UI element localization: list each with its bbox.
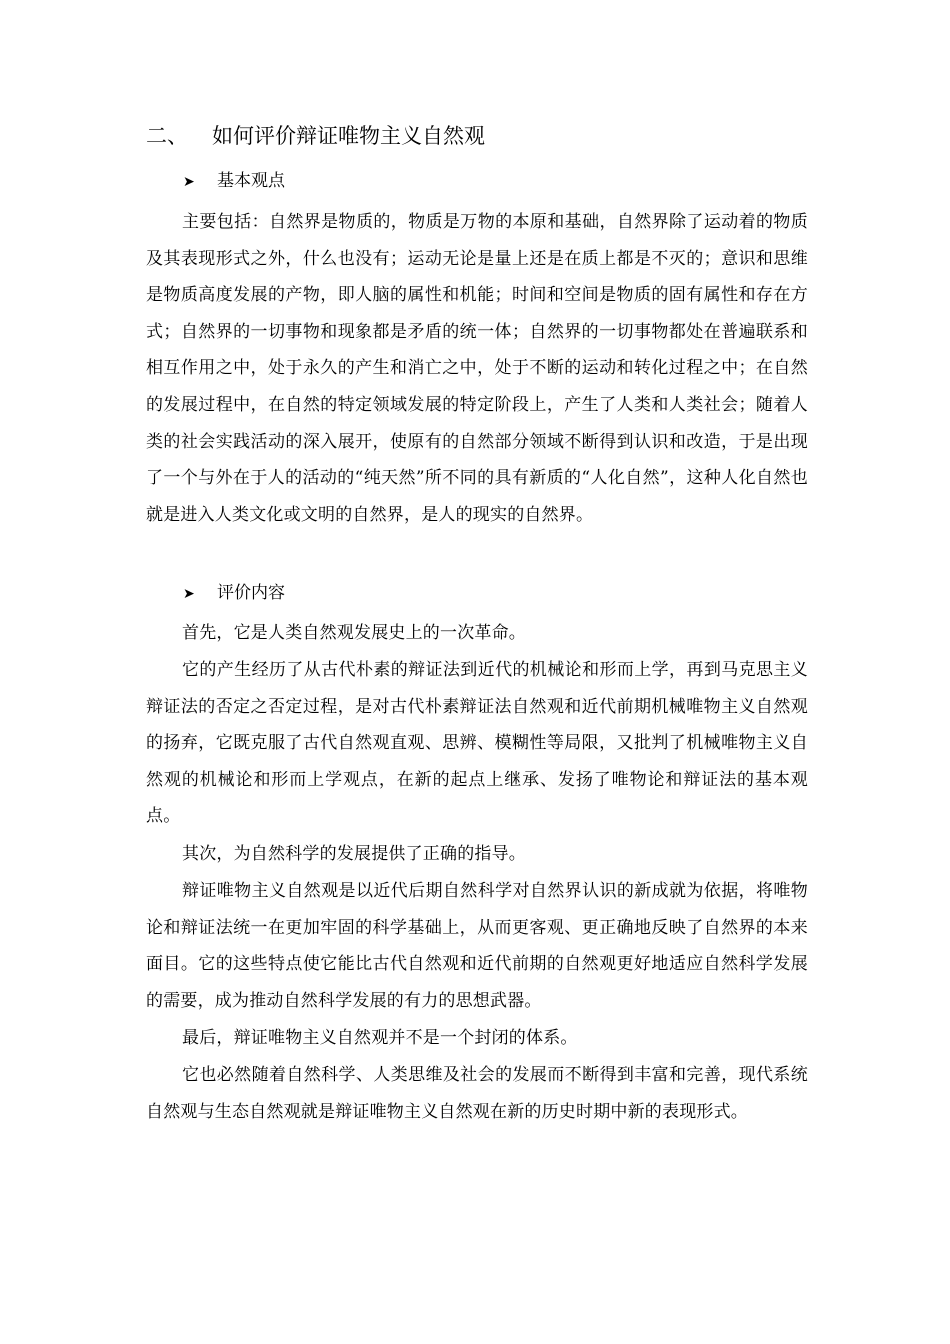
paragraph-third-detail: 它也必然随着自然科学、人类思维及社会的发展而不断得到丰富和完善，现代系统自然观与生态自然观就是辩证唯物主义自然观在新的历史时期中新的表现形式。 — [146, 1065, 808, 1122]
section-title: 如何评价辩证唯物主义自然观 — [212, 124, 485, 148]
bullet-evaluation — [183, 578, 285, 609]
paragraph-first-point: 首先，它是人类自然观发展史上的一次革命。 — [182, 623, 526, 643]
bullet-label: 评价内容 — [217, 583, 285, 603]
arrow-bullet-icon: ➤ — [183, 586, 195, 602]
bullet-basic-views — [183, 166, 285, 197]
paragraph-third-point: 最后，辩证唯物主义自然观并不是一个封闭的体系。 — [182, 1028, 578, 1048]
paragraph-first-detail: 它的产生经历了从古代朴素的辩证法到近代的机械论和形而上学，再到马克思主义辩证法的否定之否定过程，是对古代朴素辩证法自然观和近代前期机械唯物主义自然观的扬弃，它既克服了古代自然观直观、思辨、模糊性等局限，又批判了机械唯物主义自然观的机械论和形而上学观点，在新的起点上继承、发扬了唯物论和辩证法的基本观点。 — [146, 660, 808, 827]
paragraph-basic-views: 主要包括：自然界是物质的，物质是万物的本原和基础，自然界除了运动着的物质及其表现形式之外，什么也没有；运动无论是量上还是在质上都是不灭的；意识和思维是物质高度发展的产物，即人脑的属性和机能；时间和空间是物质的固有属性和存在方式；自然界的一切事物和现象都是矛盾的统一体；自然界的一切事物都处在普遍联系和相互作用之中，处于永久的产生和消亡之中，处于不断的运动和转化过程之中；在自然的发展过程中，在自然的特定领域发展的特定阶段上，产生了人类和人类社会；随着人类的社会实践活动的深入展开，使原有的自然部分领域不断得到认识和改造，于是出现了一个与外在于人的活动的“纯天然”所不同的具有新质的“人化自然”，这种人化自然也就是进入人类文化或文明的自然界，是人的现实的自然界。 — [146, 212, 808, 525]
bullet-label: 基本观点 — [217, 171, 285, 191]
paragraph-second-detail: 辩证唯物主义自然观是以近代后期自然科学对自然界认识的新成就为依据，将唯物论和辩证法统一在更加牢固的科学基础上，从而更客观、更正确地反映了自然界的本来面目。它的这些特点使它能比古代自然观和近代前期的自然观更好地适应自然科学发展的需要，成为推动自然科学发展的有力的思想武器。 — [146, 881, 808, 1011]
section-number: 二、 — [146, 124, 188, 148]
section-heading — [146, 120, 485, 152]
paragraph-second-point: 其次，为自然科学的发展提供了正确的指导。 — [182, 844, 526, 864]
arrow-bullet-icon: ➤ — [183, 174, 195, 190]
